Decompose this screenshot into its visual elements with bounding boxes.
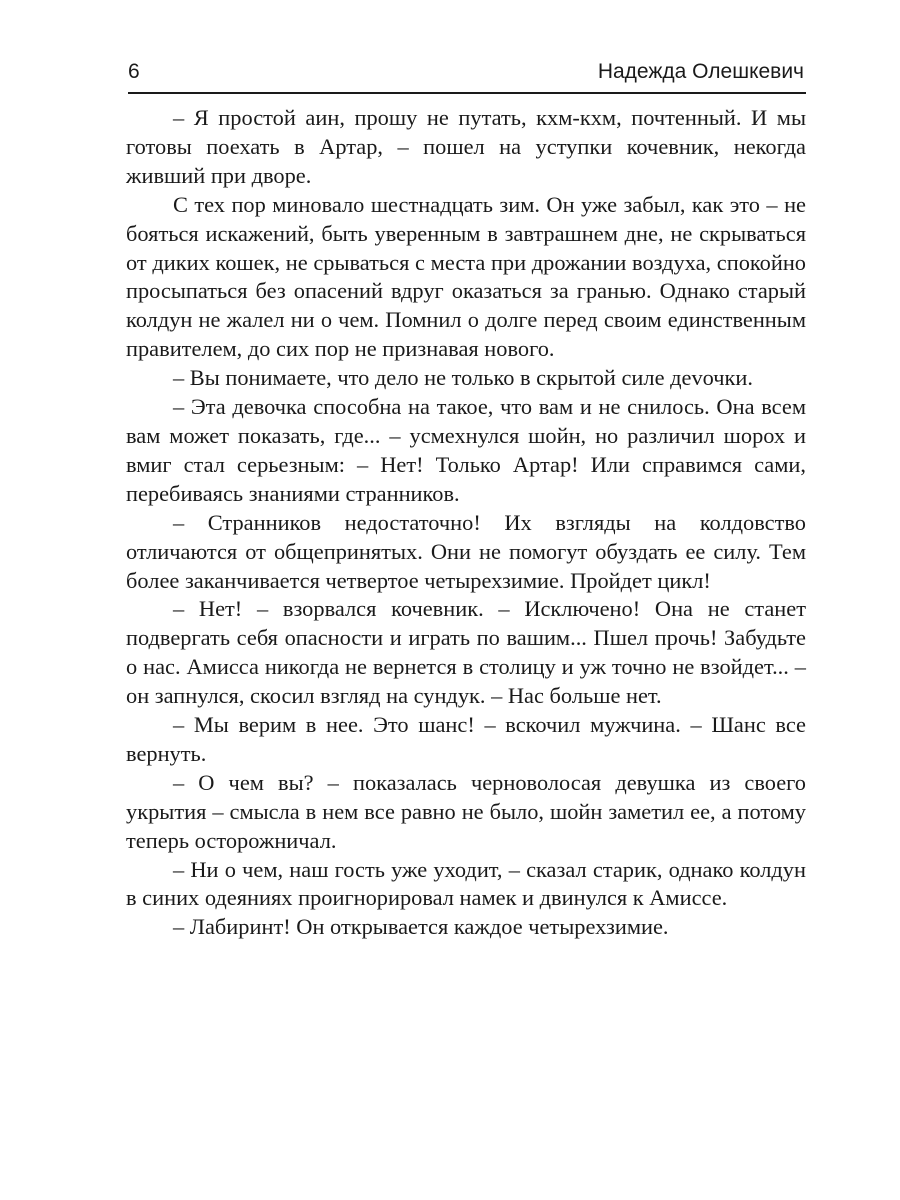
paragraph: – Лабиринт! Он открывается каждое четырехзимие. [173, 914, 669, 940]
paragraph: – Вы понимаете, что дело не только в скрытой силе деvочки. [173, 365, 753, 391]
paragraph: – Нет! – взорвался кочевник. – Исключено! Она не станет подвергать себя опасности и играть по вашим... Пшел прочь! Забудьте о нас. Амисса никогда не вернется в столицу и уж точно не взойдет... – он запнулся, скосил взгляд на сундук. – Нас больше нет. [126, 596, 806, 709]
page-body [126, 104, 806, 942]
paragraph: – Эта девочка способна на такое, что вам и не снилось. Она всем вам может показать, где... – усмехнулся шойн, но различил шорох и вмиг стал серьезным: – Нет! Только Артар! Или справимся сами, перебиваясь знаниями странников. [126, 394, 806, 506]
running-header [128, 58, 806, 94]
page-number: 6 [128, 60, 140, 83]
paragraph: С тех пор миновало шестнадцать зим. Он уже забыл, как это – не бояться искажений, быть уверенным в завтрашнем дне, не скрываться от диких кошек, не срываться с места при дрожании воздуха, спокойно просыпаться без опасений вдруг оказаться за гранью. Однако старый колдун не жалел ни о чем. Помнил о долге перед своим единственным правителем, до сих пор не признавая нового. [126, 191, 806, 362]
author-name: Надежда Олешкевич [597, 60, 804, 83]
paragraph: – Я простой аин, прошу не путать, кхм-кхм, почтенный. И мы готовы поехать в Артар, – пошел на уступки кочевник, некогда живший при дворе. [126, 105, 806, 188]
paragraph: – О чем вы? – показалась черноволосая девушка из своего укрытия – смысла в нем все равно не было, шойн заметил ее, а потому теперь осторожничал. [126, 769, 806, 853]
paragraph: – Ни о чем, наш гость уже уходит, – сказал старик, однако колдун в синих одеяниях проигнорировал намек и двинулся к Амиссе. [126, 856, 806, 911]
paragraph: – Странников недостаточно! Их взгляды на колдовство отличаются от общепринятых. Они не помогут обуздать ее силу. Тем более заканчивается четвертое четырехзимие. Пройдет цикл! [126, 509, 806, 593]
paragraph: – Мы верим в нее. Это шанс! – вскочил мужчина. – Шанс все вернуть. [126, 712, 806, 766]
